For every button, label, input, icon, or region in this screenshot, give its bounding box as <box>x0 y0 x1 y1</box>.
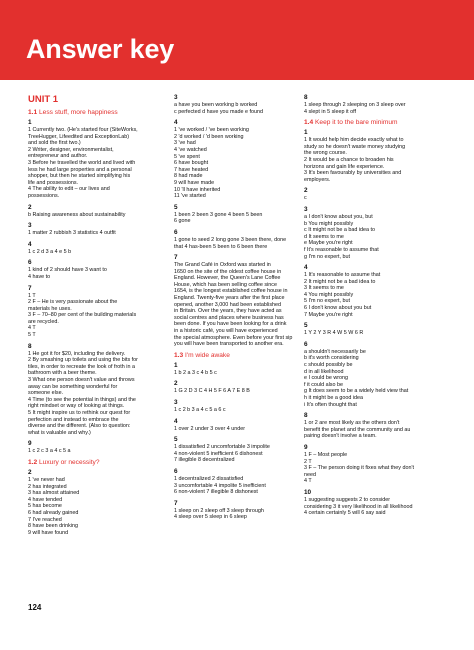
answer-line: life and possessions. <box>28 179 79 186</box>
answer-line: 1 suggesting suggests 2 to consider <box>304 496 391 503</box>
exercise-number: 4 <box>174 417 178 425</box>
answer-line: the wrong course. <box>304 150 347 157</box>
exercise-block <box>174 399 292 414</box>
section-number: 1.3 <box>174 351 184 359</box>
answer-line: 1 dissatisfied 2 uncomfortable 3 impolite <box>174 444 270 451</box>
answer-line: 1 matter 2 rubbish 3 statistics 4 outfit <box>28 230 116 237</box>
answer-line: 4 certain certainly 5 will 6 say said <box>304 510 386 517</box>
answer-line: perfection and instead to embrace the <box>28 416 119 423</box>
answer-line: 10 'll have inherited <box>174 186 221 193</box>
answer-line: 4 Time (to see the potential in things) and the <box>28 396 136 403</box>
exercise-block <box>304 322 454 337</box>
answer-line: 5 has become <box>28 503 62 510</box>
answer-line: 2 'd worked / 'd been working <box>174 133 244 140</box>
answer-line: 3 What one person doesn't value and throws <box>28 377 135 384</box>
answer-line: what is valuable and why.) <box>28 429 91 436</box>
exercise-number: 5 <box>304 322 308 330</box>
answer-line: benefit the planet and the community and au <box>304 426 411 433</box>
answer-line: f It's reasonable to assume that <box>304 246 379 253</box>
page-title: Answer key <box>26 34 175 64</box>
section-number: 1.2 <box>28 458 38 466</box>
exercise-block <box>304 264 454 318</box>
answer-line: employers. <box>304 176 331 183</box>
answer-line: 3 It's been favourably by universities and <box>304 170 402 177</box>
answer-line: 1 kind of 2 should have 3 want to <box>28 267 107 274</box>
exercise-number: 3 <box>174 94 178 101</box>
section-title: Less stuff, more happiness <box>39 109 118 116</box>
answer-line: c <box>304 195 307 202</box>
unit-title: UNIT 1 <box>28 94 59 105</box>
answer-line: 1 been 2 been 3 gone 4 been 5 been <box>174 211 263 218</box>
exercise-number: 6 <box>304 340 308 348</box>
exercise-number: 2 <box>304 187 308 195</box>
answer-line: e I could be wrong <box>304 375 349 382</box>
answer-line: need <box>304 471 316 478</box>
answer-line: f it could also be <box>304 381 343 388</box>
answer-line: d It seems to me <box>304 233 344 240</box>
answer-line: 3 've had <box>174 140 196 147</box>
answer-line: pairing doesn't involve a team. <box>304 433 377 440</box>
answer-line: opened, another 3,000 had been established <box>174 301 282 308</box>
answer-line: considering 3 it very likelihood in all likelihood <box>304 503 413 510</box>
answer-line: are recycled. <box>28 318 59 325</box>
exercise-number: 4 <box>28 240 32 248</box>
answer-line: 4 have tended <box>28 496 63 503</box>
exercise-block <box>28 259 156 280</box>
exercise-number: 8 <box>28 342 32 350</box>
answer-line: c perfected d have you made e found <box>174 108 264 115</box>
exercise-number: 6 <box>174 228 178 236</box>
exercise-number: 3 <box>28 222 32 230</box>
answer-line: 3 has almost attained <box>28 490 80 497</box>
answer-line: 5 It might inspire us to rethink our quest for <box>28 410 131 416</box>
answer-line: 1 over 2 under 3 over 4 under <box>174 425 246 432</box>
exercise-block <box>28 222 156 237</box>
answer-line: d in all likelihood <box>304 368 344 375</box>
answer-line: 7 have heated <box>174 166 209 173</box>
answer-line: 1 Y 2 Y 3 R 4 W 5 W 6 R <box>304 330 364 337</box>
answer-line: 1 c 2 b 3 a 4 c 5 a 6 c <box>174 407 226 413</box>
answer-line: 4 The ability to edit – our lives and <box>28 186 110 193</box>
answer-line: 4 You might possibly <box>304 291 354 298</box>
answer-line: a I don't know about you, but <box>304 213 373 220</box>
answer-line: 3 F – 70–80 per cent of the building materials <box>28 312 137 319</box>
answer-line: 1 G 2 D 3 C 4 H 5 F 6 A 7 E 8 B <box>174 388 250 395</box>
exercise-block <box>174 254 292 348</box>
exercise-block <box>174 418 292 433</box>
answer-line: TreeHugger, Lifeedited and ExceptionLab) <box>28 133 130 140</box>
answer-line: 4 have to <box>28 273 51 280</box>
exercise-number: 1 <box>28 119 32 126</box>
answer-line: 1 T <box>28 292 36 299</box>
answer-line: in a historic café, you will have experienced <box>174 328 278 335</box>
exercise-block <box>304 341 454 408</box>
answer-line: 1 decentralized 2 dissatisfied <box>174 475 244 482</box>
section-number: 1.4 <box>304 119 314 127</box>
header-banner <box>0 0 474 80</box>
exercise-block <box>304 129 454 183</box>
answer-line: 1654, is the longest established coffee house in <box>174 288 288 295</box>
exercise-number: 6 <box>28 259 32 267</box>
answer-line: h it might be a good idea <box>304 395 364 401</box>
exercise-block <box>174 436 292 464</box>
answer-line: 7 illegible 8 decentralized <box>174 457 235 464</box>
exercise-number: 2 <box>174 380 178 388</box>
answer-line: 7 I've reached <box>28 516 62 523</box>
answer-line: 6 gone <box>174 218 191 225</box>
exercise-number: 2 <box>28 468 32 476</box>
answer-line: 6 non-violent 7 illegible 8 dishonest <box>174 489 258 496</box>
answer-line: 1 It would help him decide exactly what to <box>304 137 404 144</box>
answer-line: and sold the first two.) <box>28 140 81 147</box>
answer-line: 6 have bought <box>174 160 209 167</box>
answer-line: 4 T <box>304 478 312 485</box>
answer-line: social centres and places where business has <box>174 314 284 321</box>
exercise-block <box>28 285 156 339</box>
answer-line: b Raising awareness about sustainability <box>28 211 126 218</box>
exercise-block <box>174 380 292 395</box>
exercise-number: 8 <box>304 412 308 420</box>
exercise-block <box>304 94 454 115</box>
answer-line: 1650 on the site of the oldest coffee house in <box>174 268 282 275</box>
answer-line: c should possibly be <box>304 362 353 369</box>
answer-line: 8 had made <box>174 173 203 180</box>
answer-line: i It's often thought that <box>304 401 357 408</box>
answer-line: 7 Maybe you're right <box>304 311 353 318</box>
answer-line: g I'm no expert, but <box>304 253 350 260</box>
answer-line: 4 T <box>28 325 36 332</box>
answer-line: 2 It would be a chance to broaden his <box>304 156 394 163</box>
section-heading <box>28 459 156 467</box>
section-heading <box>174 352 292 360</box>
section-number: 1.1 <box>28 109 38 116</box>
exercise-number: 7 <box>174 499 178 507</box>
answer-line: g It does seem to be a widely held view that <box>304 388 409 395</box>
exercise-number: 5 <box>174 203 178 211</box>
exercise-block <box>174 362 292 377</box>
exercise-block <box>304 206 454 260</box>
answer-line: right mindset or way of looking at things. <box>28 403 125 410</box>
exercise-block <box>28 469 156 536</box>
answer-line: 1 sleep through 2 sleeping on 3 sleep over <box>304 102 406 108</box>
exercise-number: 4 <box>304 264 308 272</box>
answer-line: 1 b 2 a 3 c 4 b 5 c <box>174 369 217 376</box>
exercise-number: 9 <box>28 440 32 448</box>
section-title: Keep it to the bare minimum <box>315 119 398 127</box>
exercise-block <box>174 94 292 115</box>
exercise-number: 9 <box>304 443 308 451</box>
answer-line: 8 have been drinking <box>28 523 79 530</box>
answer-line: e Maybe you're right <box>304 240 353 247</box>
answer-line: entrepreneur and author. <box>28 153 88 160</box>
answer-line: 4 non-violent 5 inefficient 6 dishonest <box>174 450 263 457</box>
answer-line: 2 By smashing up toilets and using the bits for <box>28 357 138 364</box>
answer-line: The Grand Café in Oxford was started in <box>174 262 271 269</box>
answer-line: in Britain. Over the years, they have acted as <box>174 308 282 315</box>
exercise-block <box>28 119 156 200</box>
exercise-block <box>28 343 156 437</box>
section-heading <box>28 109 156 117</box>
exercise-number: 4 <box>174 119 178 127</box>
answer-line: a shouldn't necessarily be <box>304 348 366 355</box>
answer-line: 2 It might not be a bad idea to <box>304 278 376 285</box>
answer-line: 2 Writer, designer, environmentalist, <box>28 146 114 153</box>
answer-line: 4 've watched <box>174 146 207 153</box>
answer-column-2 <box>174 94 292 525</box>
answer-line: 1 He got it for $20, including the delivery. <box>28 350 126 357</box>
exercise-number: 2 <box>28 203 32 211</box>
answer-line: 1 've never had <box>28 476 65 483</box>
answer-line: 6 had already gained <box>28 509 79 516</box>
answer-line: b it's worth considering <box>304 355 359 362</box>
section-heading <box>304 119 454 127</box>
answer-line: 2 T <box>304 458 312 465</box>
answer-line: England. However, the Queen's Lane Coffee <box>174 275 281 282</box>
exercise-block <box>174 468 292 496</box>
answer-line: someone else. <box>28 390 64 397</box>
answer-line: 1 sleep on 2 sleep off 3 sleep through <box>174 507 264 514</box>
answer-line: materials he uses. <box>28 305 72 312</box>
answer-line: 5 T <box>28 332 36 339</box>
answer-line: 11 've started <box>174 193 206 200</box>
answer-line: 3 Before he travelled the world and lived with <box>28 159 136 166</box>
answer-line: 1 Currently two. (He's started four (SiteWorks, <box>28 127 138 133</box>
answer-line: House, which has been selling coffee since <box>174 281 277 288</box>
exercise-block <box>174 119 292 200</box>
answer-line: 9 will have made <box>174 179 215 186</box>
answer-line: 1 've worked / 've been working <box>174 127 249 134</box>
answer-line: c It might not be a bad idea to <box>304 227 376 234</box>
exercise-number: 3 <box>174 399 178 406</box>
exercise-block <box>28 204 156 219</box>
answer-line: 3 uncomfortable 4 impolite 5 inefficient <box>174 482 266 489</box>
answer-line: 2 has integrated <box>28 483 67 490</box>
answer-line: 3 F – The person doing it fixes what they don't <box>304 465 415 472</box>
answer-line: 1 c 2 d 3 a 4 e 5 b <box>28 248 72 255</box>
answer-line: 5 I'm no expert, but <box>304 298 350 305</box>
answer-line: a have you been working b worked <box>174 102 258 108</box>
exercise-block <box>304 412 454 440</box>
exercise-block <box>304 489 454 517</box>
answer-line: 4 slept in 5 sleep it off <box>304 108 357 115</box>
answer-line: diverse and the different. (Also to question: <box>28 423 131 430</box>
answer-line: away can be something wonderful for <box>28 383 118 390</box>
exercise-block <box>28 440 156 455</box>
answer-line: England. Twenty-five years after the first place <box>174 295 285 302</box>
answer-line: 1 or 2 are most likely as the others don't <box>304 420 400 427</box>
exercise-block <box>174 229 292 250</box>
answer-line: shopper, but then he started simplifying his <box>28 173 131 180</box>
answer-line: 1 c 2 c 3 a 4 c 5 a <box>28 448 71 455</box>
answer-column-1 <box>28 94 156 540</box>
page-number: 124 <box>28 603 42 612</box>
answer-line: 1 F – Most people <box>304 451 348 458</box>
answer-line: tiles, in order to recreate the look of froth in a <box>28 363 135 370</box>
answer-line: less he had large properties and a personal <box>28 166 132 173</box>
answer-line: 6 I don't know about you but <box>304 305 372 312</box>
answer-line: the special atmosphere. Even before your first sip <box>174 334 293 341</box>
answer-line: 1 It's reasonable to assume that <box>304 272 381 279</box>
answer-line: 5 've spent <box>174 153 200 160</box>
exercise-block <box>174 500 292 521</box>
section-title: I'm wide awake <box>185 351 230 359</box>
answer-line: 9 will have found <box>28 529 69 536</box>
exercise-block <box>28 241 156 256</box>
answer-line: study so he doesn't waste money studying <box>304 143 406 150</box>
exercise-number: 7 <box>174 254 178 262</box>
exercise-number: 1 <box>174 361 178 369</box>
answer-line: that 4 has-been 5 been to 6 been there <box>174 243 268 250</box>
answer-line: 1 gone to seed 2 long gone 3 been there, done <box>174 236 287 243</box>
answer-line: bathroom with a beer theme. <box>28 370 97 377</box>
answer-line: possessions. <box>28 192 60 199</box>
answer-line: you will have been transported to another era. <box>174 341 284 348</box>
exercise-block <box>304 187 454 202</box>
exercise-number: 3 <box>304 205 308 213</box>
exercise-number: 1 <box>304 129 308 137</box>
answer-column-3 <box>304 94 454 521</box>
exercise-number: 10 <box>304 488 312 496</box>
answer-line: 3 It seems to me <box>304 285 344 292</box>
exercise-block <box>174 204 292 225</box>
exercise-block <box>304 444 454 485</box>
section-title: Luxury or necessity? <box>39 458 100 466</box>
exercise-number: 6 <box>174 467 178 475</box>
exercise-number: 7 <box>28 284 32 292</box>
answer-line: horizons and gain life experience. <box>304 163 385 170</box>
answer-line: 2 F – He is very passionate about the <box>28 299 118 306</box>
exercise-number: 5 <box>174 436 178 444</box>
exercise-number: 8 <box>304 94 308 101</box>
answer-line: 4 sleep over 5 sleep in 6 sleep <box>174 514 247 521</box>
answer-line: b You might possibly <box>304 220 354 227</box>
answer-line: been done. If you have been looking for a drink <box>174 321 287 328</box>
